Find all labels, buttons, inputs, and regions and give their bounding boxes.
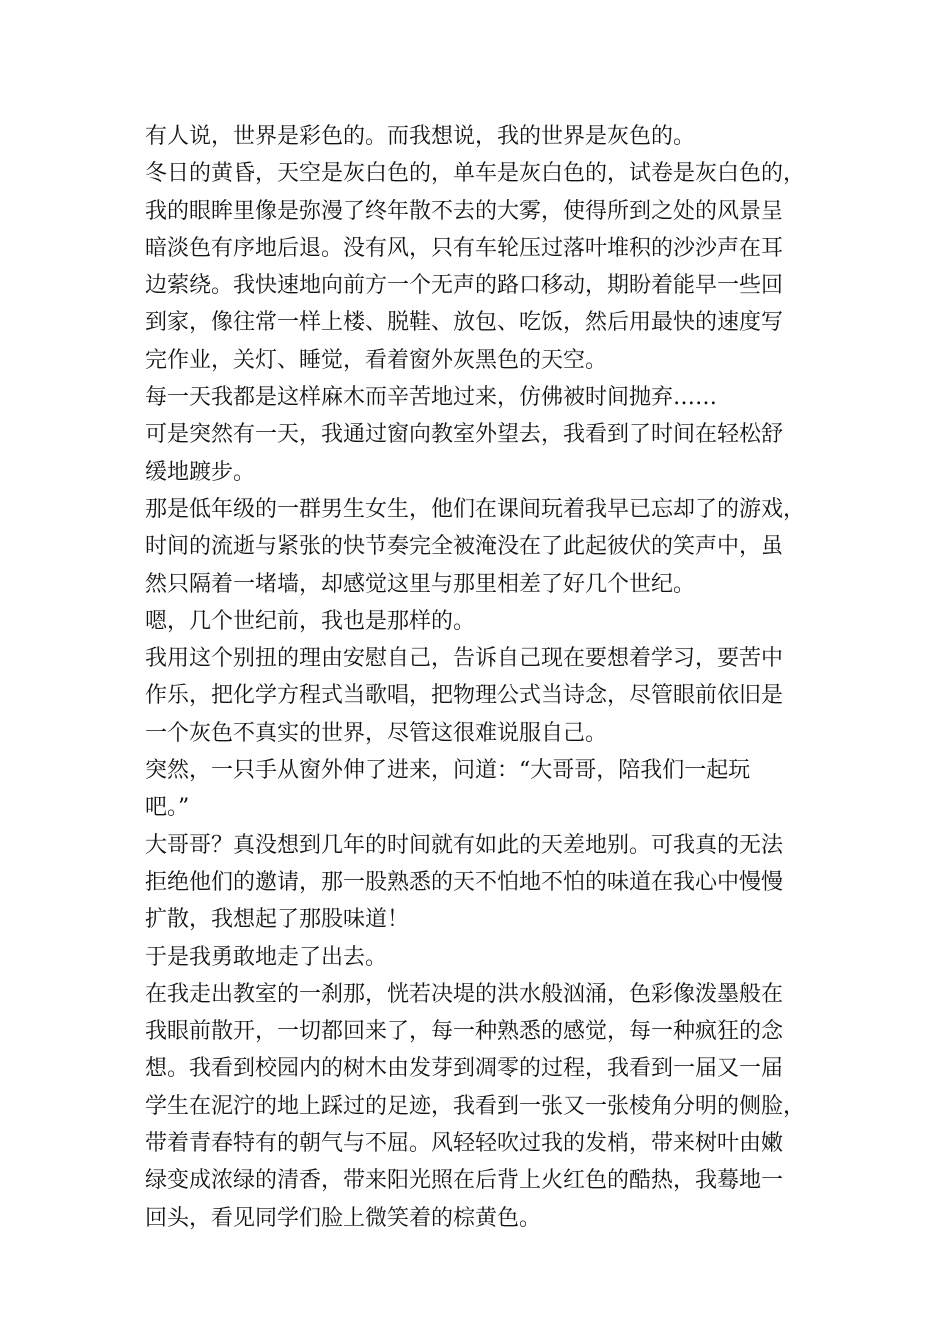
- text-line: 有人说，世界是彩色的。而我想说，我的世界是灰色的。: [145, 124, 696, 149]
- text-line: 扩散，我想起了那股味道！: [145, 907, 410, 933]
- text-line: 大哥哥？真没想到几年的时间就有如此的天差地别。可我真的无法: [145, 832, 784, 858]
- text-line: 时间的流逝与紧张的快节奏完全被淹没在了此起彼伏的笑声中，虽: [145, 534, 784, 560]
- text-line: 于是我勇敢地走了出去。: [145, 944, 388, 970]
- text-line: 绿变成浓绿的清香，带来阳光照在后背上火红色的酷热，我蓦地一: [145, 1168, 784, 1194]
- text-line: 学生在泥泞的地上踩过的足迹，我看到一张又一张棱角分明的侧脸，: [145, 1093, 806, 1119]
- text-line: 作乐，把化学方程式当歌唱，把物理公式当诗念，尽管眼前依旧是: [145, 683, 784, 709]
- text-line: 突然，一只手从窗外伸了进来，问道：“大哥哥，陪我们一起玩: [145, 758, 751, 784]
- text-line: 想。我看到校园内的树木由发芽到凋零的过程，我看到一届又一届: [145, 1056, 784, 1082]
- text-line: 缓地踱步。: [145, 459, 256, 485]
- text-line: 我眼前散开，一切都回来了，每一种熟悉的感觉，每一种疯狂的念: [145, 1019, 784, 1045]
- text-line: 边萦绕。我快速地向前方一个无声的路口移动，期盼着能早一些回: [145, 273, 784, 299]
- text-line: 我用这个别扭的理由安慰自己，告诉自己现在要想着学习，要苦中: [145, 646, 784, 672]
- text-line: 可是突然有一天，我通过窗向教室外望去，我看到了时间在轻松舒: [145, 422, 784, 448]
- text-line: 嗯，几个世纪前，我也是那样的。: [145, 608, 476, 634]
- text-line: 完作业，关灯、睡觉，看着窗外灰黑色的天空。: [145, 347, 608, 373]
- text-line: 然只隔着一堵墙，却感觉这里与那里相差了好几个世纪。: [145, 571, 696, 597]
- text-line: 我的眼眸里像是弥漫了终年散不去的大雾，使得所到之处的风景呈: [145, 198, 784, 224]
- text-line: 冬日的黄昏，天空是灰白色的，单车是灰白色的，试卷是灰白色的，: [145, 161, 806, 187]
- text-line: 一个灰色不真实的世界，尽管这很难说服自己。: [145, 720, 608, 746]
- text-line: 那是低年级的一群男生女生，他们在课间玩着我早已忘却了的游戏，: [145, 496, 806, 522]
- text-line: 回头，看见同学们脸上微笑着的棕黄色。: [145, 1205, 542, 1231]
- text-line: 带着青春特有的朝气与不屈。风轻轻吹过我的发梢，带来树叶由嫩: [145, 1131, 784, 1157]
- text-line: 吧。”: [145, 795, 190, 821]
- text-line: 到家，像往常一样上楼、脱鞋、放包、吃饭，然后用最快的速度写: [145, 310, 784, 336]
- text-line: 在我走出教室的一刹那，恍若决堤的洪水般汹涌，色彩像泼墨般在: [145, 981, 784, 1007]
- text-line: 拒绝他们的邀请，那一股熟悉的天不怕地不怕的味道在我心中慢慢: [145, 869, 784, 895]
- text-line: 暗淡色有序地后退。没有风，只有车轮压过落叶堆积的沙沙声在耳: [145, 235, 784, 261]
- document-body: [145, 118, 825, 1237]
- text-line: 每一天我都是这样麻木而辛苦地过来，仿佛被时间抛弃……: [145, 385, 718, 411]
